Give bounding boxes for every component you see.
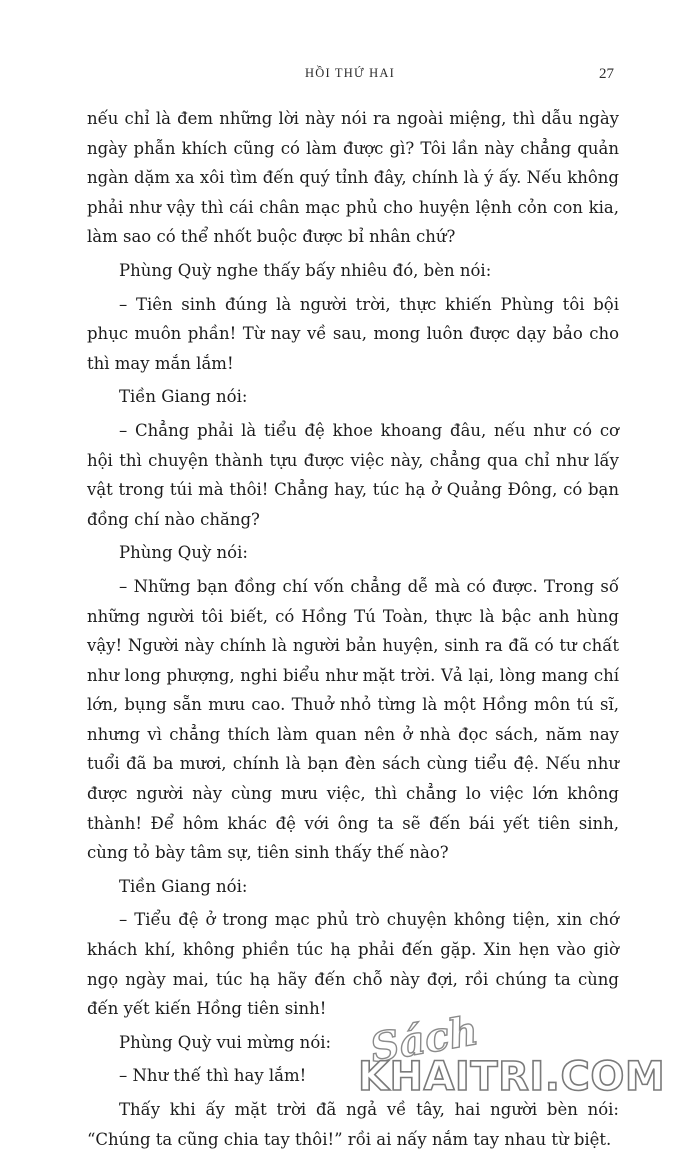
paragraph: Phùng Quỳ nói: bbox=[119, 543, 248, 563]
paragraph: Tiền Giang nói: bbox=[119, 876, 248, 896]
chapter-title: HỒI THỨ HAI bbox=[304, 66, 396, 80]
watermark-brand: KHAITRI.COM bbox=[358, 1054, 666, 1100]
paragraph: – Những bạn đồng chí vốn chẳng dễ mà có được. Trong số những người tôi biết, có Hồng Tú Toàn, thực là bậc anh hùng vậy! Người này chính là người bản huyện, sinh ra đã có tư chất như long phượng, nghi biểu như mặt trời. Vả lại, lòng mang chí lớn, bụng sẵn mưu cao. Thuở nhỏ từng là một Hồng môn tú sĩ, nhưng vì chẳng thích làm quan nên ở nhà đọc sách, năm nay tuổi đã ba mươi, chính là bạn đèn sách cùng tiểu đệ. Nếu như được người này cùng mưu việc, thì chẳng lo việc lớn không thành! Để hôm khác đệ với ông ta sẽ đến bái yết tiên sinh, cùng tỏ bày tâm sự, tiên sinh thấy thế nào? bbox=[87, 576, 619, 863]
paragraph: – Tiên sinh đúng là người trời, thực khiến Phùng tôi bội phục muôn phần! Từ nay về sau, mong luôn được dạy bảo cho thì may mắn lắm! bbox=[87, 294, 619, 373]
paragraph: – Tiểu đệ ở trong mạc phủ trò chuyện không tiện, xin chớ khách khí, không phiền túc hạ phải đến gặp. Xin hẹn vào giờ ngọ ngày mai, túc hạ hãy đến chỗ này đợi, rồi chúng ta cùng đến yết kiến Hồng tiên sinh! bbox=[87, 910, 619, 1019]
body-text bbox=[87, 104, 619, 1154]
paragraph: – Như thế thì hay lắm! bbox=[119, 1066, 307, 1086]
paragraph: Phùng Quỳ nghe thấy bấy nhiêu đó, bèn nói: bbox=[119, 260, 492, 280]
watermark-logo bbox=[330, 1006, 700, 1120]
paragraph: Thấy khi ấy mặt trời đã ngả về tây, hai người bèn nói: “Chúng ta cũng chia tay thôi!” rồi ai nấy nắm tay nhau từ biệt. bbox=[87, 1100, 619, 1149]
paragraph: – Chẳng phải là tiểu đệ khoe khoang đâu, nếu như có cơ hội thì chuyện thành tựu được việc này, chẳng qua chỉ như lấy vật trong túi mà thôi! Chẳng hay, túc hạ ở Quảng Đông, có bạn đồng chí nào chăng? bbox=[87, 420, 619, 529]
paragraph: nếu chỉ là đem những lời này nói ra ngoài miệng, thì dẫu ngày ngày phẫn khích cũng có làm được gì? Tôi lần này chẳng quản ngàn dặm xa xôi tìm đến quý tỉnh đây, chính là ý ấy. Nếu không phải như vậy thì cái chân mạc phủ cho huyện lệnh cỏn con kia, làm sao có thể nhốt buộc được bỉ nhân chứ? bbox=[87, 109, 619, 247]
running-header bbox=[0, 66, 700, 90]
page-number: 27 bbox=[599, 66, 614, 82]
watermark-script: Sách bbox=[366, 1006, 482, 1073]
paragraph: Tiền Giang nói: bbox=[119, 387, 248, 407]
paragraph: Phùng Quỳ vui mừng nói: bbox=[119, 1032, 332, 1052]
